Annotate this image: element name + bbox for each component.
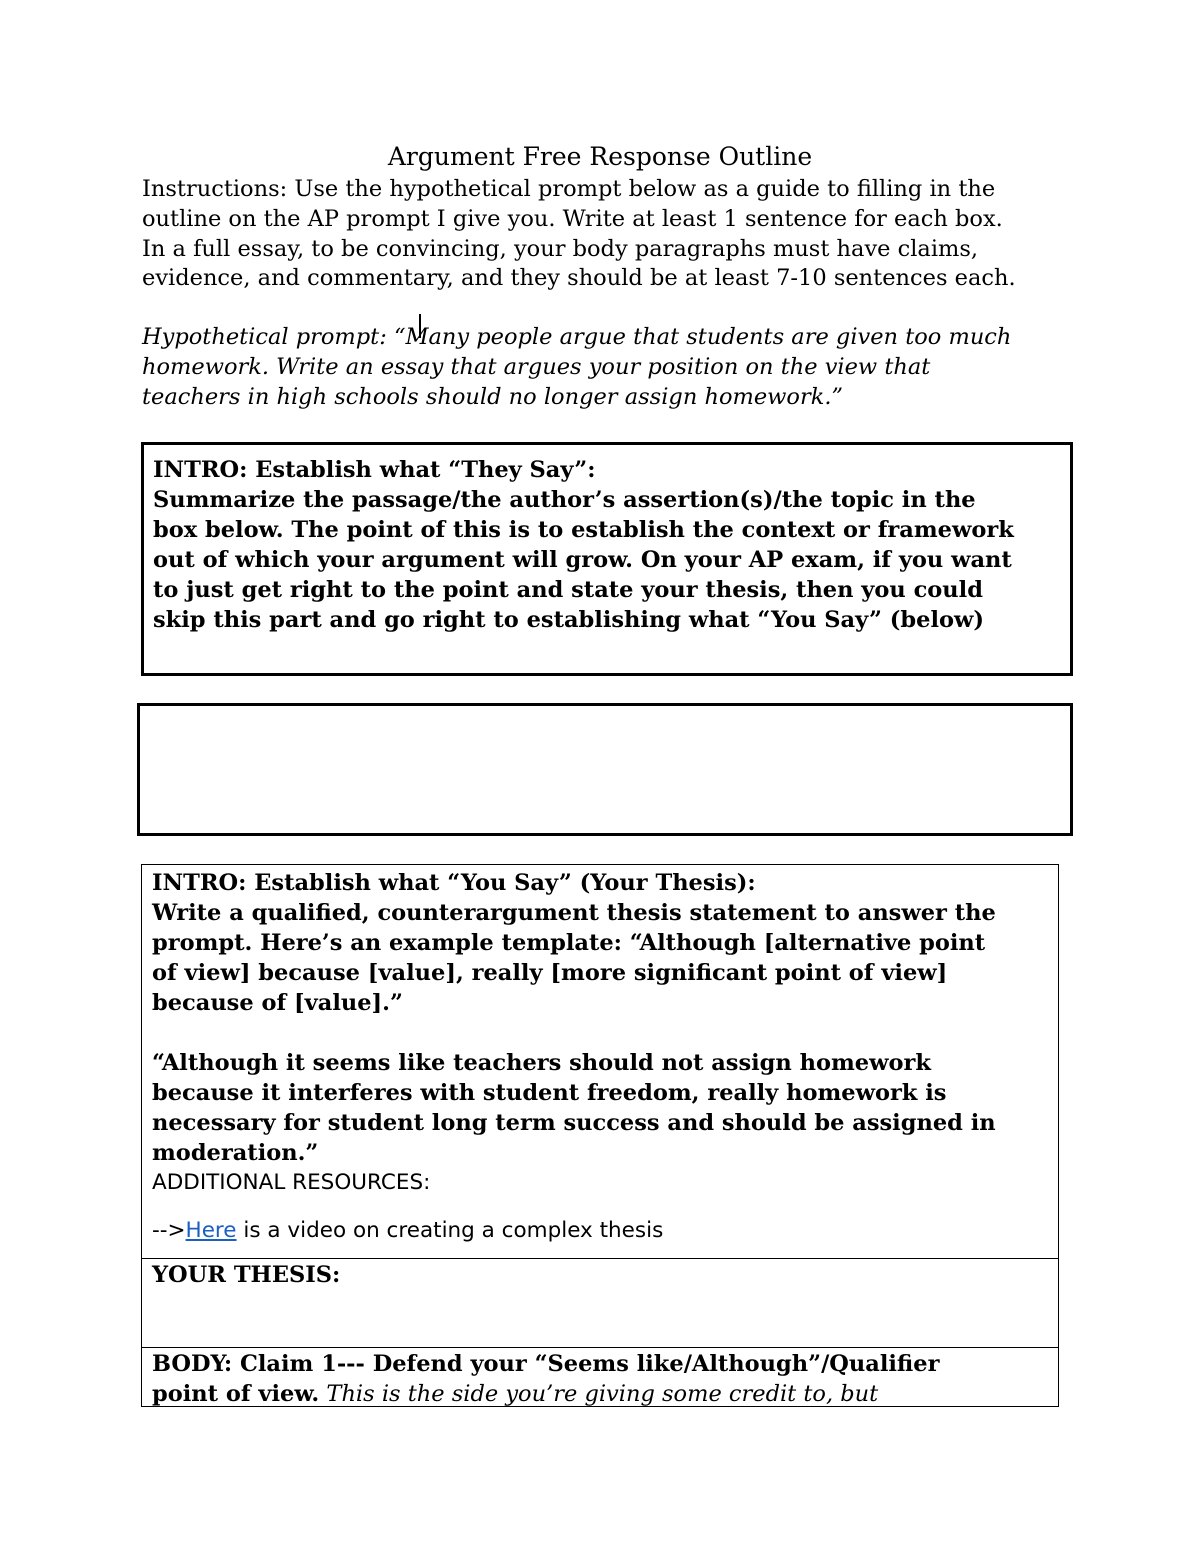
cell-line: of view] because [value], really [more significant point of view]	[152, 960, 948, 986]
they-say-response-box[interactable]	[137, 703, 1073, 836]
resource-line	[152, 1216, 1058, 1246]
example-thesis-line: moderation.”	[152, 1140, 319, 1166]
instructions-paragraph	[142, 175, 1072, 294]
instructions-line: outline on the AP prompt I give you. Write at least 1 sentence for each box.	[142, 205, 1003, 232]
cell-line: INTRO: Establish what “You Say” (Your Thesis):	[152, 870, 756, 896]
claim-1-line	[152, 1379, 1058, 1409]
resource-prefix: -->	[152, 1218, 186, 1243]
claim-1-italic-part: This is the side you’re giving some credit to, but	[319, 1381, 879, 1407]
prompt-line: teachers in high schools should no longer assign homework.”	[142, 383, 843, 410]
your-thesis-label: YOUR THESIS:	[152, 1262, 341, 1288]
example-thesis-line: because it interferes with student freedom, really homework is	[152, 1080, 947, 1106]
box-line: Summarize the passage/the author’s assertion(s)/the topic in the	[153, 487, 976, 513]
outline-table	[141, 864, 1059, 1407]
your-thesis-cell[interactable]	[142, 1259, 1058, 1348]
intro-you-say-cell	[142, 865, 1058, 1259]
instructions-line: In a full essay, to be convincing, your body paragraphs must have claims,	[142, 235, 979, 262]
page-title: Argument Free Response Outline	[387, 142, 813, 171]
hypothetical-prompt	[142, 323, 1072, 412]
claim-1-heading: BODY: Claim 1--- Defend your “Seems like/Although”/Qualifier	[152, 1351, 940, 1377]
cell-line: because of [value].”	[152, 990, 403, 1016]
box-line: box below. The point of this is to establish the context or framework	[153, 517, 1014, 543]
claim-1-bold-part: point of view.	[152, 1381, 320, 1407]
cell-line: prompt. Here’s an example template: “Although [alternative point	[152, 930, 986, 956]
prompt-line: homework. Write an essay that argues your position on the view that	[142, 353, 931, 380]
resource-suffix: is a video on creating a complex thesis	[236, 1218, 664, 1243]
example-thesis-line: “Although it seems like teachers should not assign homework	[152, 1050, 931, 1076]
box-line: INTRO: Establish what “They Say”:	[153, 457, 596, 483]
box-line: skip this part and go right to establishing what “You Say” (below)	[153, 607, 985, 633]
instructions-line: evidence, and commentary, and they should be at least 7-10 sentences each.	[142, 265, 1016, 292]
instructions-line: Instructions: Use the hypothetical prompt below as a guide to filling in the	[142, 176, 996, 202]
cell-line: Write a qualified, counterargument thesis statement to answer the	[152, 900, 996, 926]
thesis-video-link[interactable]: Here	[185, 1218, 237, 1243]
body-claim-1-cell	[142, 1348, 1058, 1406]
box-line: to just get right to the point and state your thesis, then you could	[153, 577, 983, 603]
intro-they-say-box	[141, 442, 1073, 676]
resources-label: ADDITIONAL RESOURCES:	[152, 1170, 431, 1195]
box-line: out of which your argument will grow. On your AP exam, if you want	[153, 547, 1012, 573]
example-thesis-line: necessary for student long term success and should be assigned in	[152, 1110, 996, 1136]
prompt-line: Hypothetical prompt: “Many people argue that students are given too much	[142, 324, 1012, 350]
